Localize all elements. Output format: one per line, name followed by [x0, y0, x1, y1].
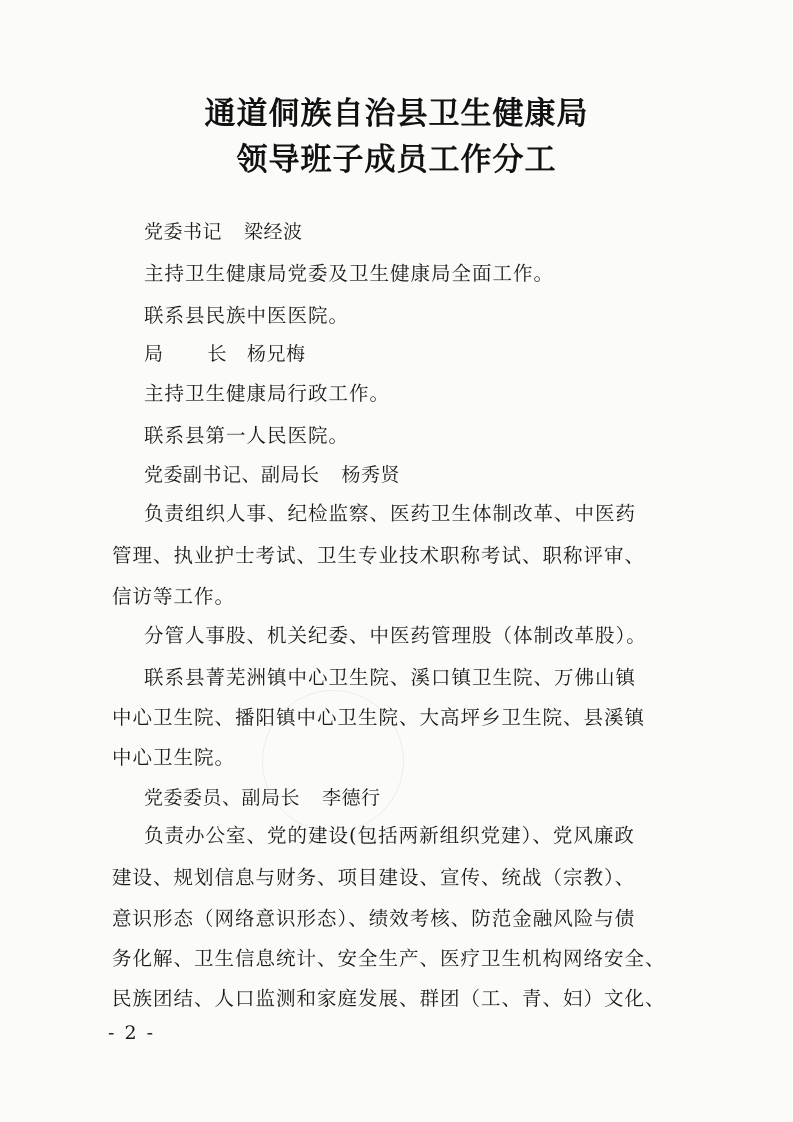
paragraph-line: 分管人事股、机关纪委、中医药管理股（体制改革股）。	[144, 624, 647, 647]
role-label-part2: 长	[207, 343, 228, 365]
paragraph-line: 中心卫生院。	[112, 746, 236, 769]
section-heading-director	[144, 340, 704, 368]
paragraph-line: 联系县第一人民医院。	[144, 424, 350, 447]
role-label: 党委副书记、副局长	[144, 464, 320, 486]
person-name: 李德行	[322, 787, 381, 809]
person-name: 杨兄梅	[247, 343, 306, 365]
paragraph-line: 联系县菁芜洲镇中心卫生院、溪口镇卫生院、万佛山镇	[144, 666, 637, 689]
page-number: - 2 -	[108, 1022, 156, 1044]
paragraph-line: 中心卫生院、播阳镇中心卫生院、大高坪乡卫生院、县溪镇	[112, 706, 646, 729]
role-label: 党委书记	[144, 221, 223, 243]
paragraph-line: 信访等工作。	[112, 585, 236, 608]
paragraph-line: 意识形态（网络意识形态）、绩效考核、防范金融风险与债	[112, 907, 636, 930]
section-heading-secretary	[144, 218, 704, 246]
section-heading-deputy-secretary	[144, 461, 704, 489]
paragraph-line: 主持卫生健康局党委及卫生健康局全面工作。	[144, 262, 555, 285]
paragraph-line: 建设、规划信息与财务、项目建设、宣传、统战（宗教）、	[112, 866, 636, 889]
paragraph-line: 管理、执业护士考试、卫生专业技术职称考试、职称评审、	[112, 544, 646, 567]
section-heading-committee-member	[144, 784, 704, 812]
person-name: 杨秀贤	[341, 464, 401, 486]
paragraph-line: 联系县民族中医医院。	[144, 304, 350, 327]
paragraph-line: 主持卫生健康局行政工作。	[144, 382, 391, 405]
document-title-line1: 通道侗族自治县卫生健康局	[204, 96, 589, 132]
role-label: 党委委员、副局长	[144, 787, 301, 809]
paragraph-line: 民族团结、人口监测和家庭发展、群团（工、青、妇）文化、	[112, 987, 666, 1010]
person-name: 梁经波	[244, 221, 303, 243]
paragraph-line: 务化解、卫生信息统计、安全生产、医疗卫生机构网络安全、	[112, 947, 666, 970]
paragraph-line: 负责办公室、党的建设(包括两新组织党建）、党风廉政	[144, 824, 635, 847]
role-label-part1: 局	[144, 343, 164, 365]
paragraph-line: 负责组织人事、纪检监察、医药卫生体制改革、中医药	[144, 502, 637, 525]
document-title-line2: 领导班子成员工作分工	[236, 142, 557, 178]
